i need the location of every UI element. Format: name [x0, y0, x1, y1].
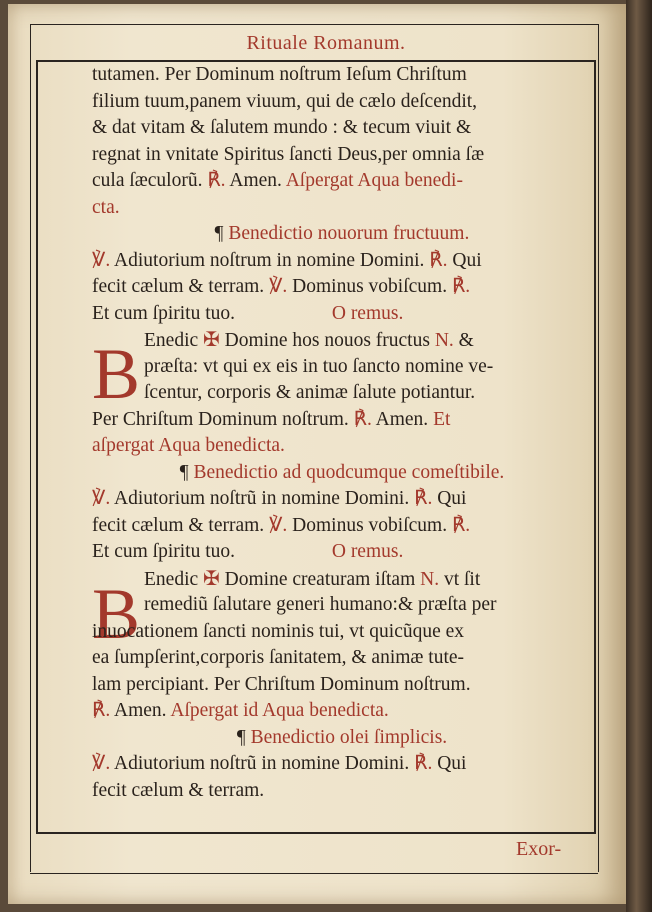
- cross-icon: ✠: [203, 567, 220, 590]
- text-line: fecit cælum & terram. ℣. Dominus vobiſcum. ℟.: [92, 514, 471, 536]
- text-line: filium tuum,panem viuum, qui de cælo deſcendit,: [92, 90, 478, 112]
- cross-icon: ✠: [203, 329, 220, 351]
- paragraph-mark-icon: ¶: [179, 461, 189, 483]
- text-line: ſcentur, corporis & animæ ſalute potiantur.: [144, 382, 476, 403]
- response-symbol: ℟.: [414, 488, 433, 509]
- versicle-symbol: ℣.: [92, 488, 111, 509]
- section-heading: ¶ Benedictio olei ſimplicis.: [236, 726, 448, 748]
- page-border-right: [598, 24, 599, 872]
- response-symbol: ℟.: [429, 249, 448, 271]
- section-heading: ¶ Benedictio ad quodcumque comeſtibile.: [179, 461, 505, 483]
- paragraph-mark-icon: ¶: [236, 726, 246, 748]
- paragraph-mark-icon: ¶: [214, 223, 224, 244]
- running-header: Rituale Romanum.: [246, 32, 406, 54]
- response-symbol: ℟.: [353, 408, 372, 430]
- text-line: ℣. Adiutorium noſtrũ in nomine Domini. ℟. Qui: [92, 488, 467, 509]
- text-line: inuocationem ſancti nominis tui, vt quicũque ex: [92, 620, 465, 642]
- text-line: Et cum ſpiritu tuo. O remus.: [92, 541, 404, 562]
- text-line: & dat vitam & ſalutem mundo : & tecum viuit &: [92, 117, 472, 138]
- text-line: Enedic ✠ Domine creaturam iſtam N. vt ſit: [144, 567, 481, 590]
- drop-capital: B: [92, 334, 141, 414]
- text-line: cta.: [92, 196, 120, 218]
- response-symbol: ℟.: [414, 753, 433, 774]
- response-symbol: ℟.: [451, 514, 471, 536]
- text-line: lam percipiant. Per Chriſtum Dominum noſtrum.: [92, 673, 471, 695]
- text-line: fecit cælum & terram.: [92, 779, 265, 801]
- text-line: Et cum ſpiritu tuo. O remus.: [92, 302, 404, 324]
- text-line: fecit cælum & terram. ℣. Dominus vobiſcum. ℟.: [92, 276, 471, 297]
- text-line: Enedic ✠ Domine hos nouos fructus N. &: [144, 329, 474, 351]
- response-symbol: ℟.: [92, 700, 111, 721]
- response-symbol: ℟.: [207, 170, 226, 191]
- text-line: ℟. Amen. Aſpergat id Aqua benedicta.: [92, 700, 389, 721]
- text-line: Per Chriſtum Dominum noſtrum. ℟. Amen. Et: [92, 408, 451, 430]
- page-body: [92, 62, 592, 804]
- drop-capital: B: [92, 574, 141, 654]
- versicle-symbol: ℣.: [269, 514, 288, 536]
- text-line: aſpergat Aqua benedicta.: [92, 435, 285, 456]
- text-line: remediũ ſalutare generi humano:& præſta per: [144, 594, 497, 615]
- versicle-symbol: ℣.: [92, 753, 111, 774]
- text-line: cula ſæculorũ. ℟. Amen. Aſpergat Aqua benedi-: [92, 170, 463, 191]
- response-symbol: ℟.: [451, 276, 471, 297]
- versicle-symbol: ℣.: [269, 276, 288, 297]
- text-line: præſta: vt qui ex eis in tuo ſancto nomine ve-: [144, 355, 494, 377]
- versicle-symbol: ℣.: [92, 249, 111, 271]
- section-heading: ¶ Benedictio nouorum fructuum.: [214, 223, 470, 244]
- text-line: regnat in vnitate Spiritus ſancti Deus,per omnia ſæ: [92, 143, 485, 165]
- page-border-left: [30, 24, 31, 872]
- catchword: Exor-: [516, 838, 562, 860]
- text-line: ℣. Adiutorium noſtrum in nomine Domini. ℟. Qui: [92, 249, 482, 271]
- text-line: ea ſumpſerint,corporis ſanitatem, & animæ tute-: [92, 647, 465, 668]
- book-spine: [626, 0, 652, 912]
- text-line: ℣. Adiutorium noſtrũ in nomine Domini. ℟. Qui: [92, 753, 467, 774]
- text-line: tutamen. Per Dominum noſtrum Ieſum Chriſtum: [92, 64, 467, 85]
